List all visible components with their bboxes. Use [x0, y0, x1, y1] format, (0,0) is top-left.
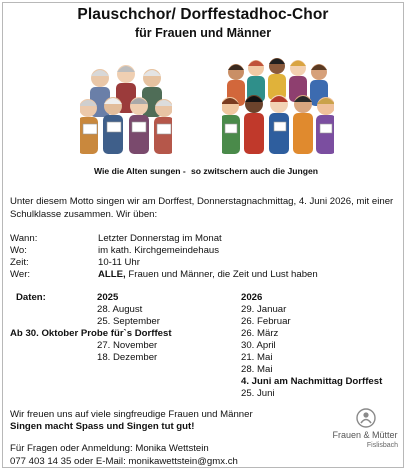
date-2026-5: 21. Mai: [241, 352, 273, 363]
date-2025-2: 25. September: [97, 316, 160, 327]
footer-phone-email: 077 403 14 35 oder E-Mail: monikawettstein@gmx.ch: [10, 456, 238, 467]
zeit-value: 10-11 Uhr: [98, 257, 140, 268]
date-2025-1: 28. August: [97, 304, 143, 315]
organization-logo: [330, 408, 400, 456]
october-note: Ab 30. Oktober Probe für`s Dorffest: [10, 328, 172, 339]
wer-value: [98, 269, 318, 281]
date-2026-6: 28. Mai: [241, 364, 273, 375]
caption-left: Wie die Alten sungen -: [94, 166, 186, 176]
footer-slogan: Singen macht Spass und Singen tut gut!: [10, 421, 195, 432]
date-2026-3: 26. März: [241, 328, 279, 339]
dorffest-highlight: 4. Juni am Nachmittag Dorffest: [241, 376, 383, 387]
footer-contact: Für Fragen oder Anmeldung: Monika Wettstein: [10, 443, 209, 454]
date-2026-4: 30. April: [241, 340, 276, 351]
intro-text: Unter diesem Motto singen wir am Dorffest, Donnerstagnachmittag, 4. Juni 2026, mit einer Schulklasse zusammen. Wir üben:: [10, 196, 394, 220]
wer-value-bold: ALLE,: [98, 269, 126, 280]
wo-label: Wo:: [10, 245, 27, 256]
caption-right: so zwitschern auch die Jungen: [191, 166, 319, 176]
logo-place: Fislisbach: [366, 442, 398, 449]
wer-label: Wer:: [10, 269, 31, 280]
date-2026-2: 26. Februar: [241, 316, 291, 327]
year-2025: 2025: [97, 292, 119, 303]
elderly-choir-illustration: [80, 56, 172, 154]
wann-value: Letzter Donnerstag im Monat: [98, 233, 222, 244]
page-subtitle: für Frauen und Männer: [134, 26, 272, 40]
date-2026-7: 25. Juni: [241, 388, 275, 399]
footer-invite: Wir freuen uns auf viele singfreudige Frauen und Männer: [10, 409, 253, 420]
logo-name: Frauen & Mütter: [332, 430, 398, 440]
wer-value-rest: Frauen und Männer, die Zeit und Lust haben: [125, 269, 318, 280]
zeit-label: Zeit:: [10, 257, 29, 268]
date-2025-3: 27. November: [97, 340, 158, 351]
date-2026-1: 29. Januar: [241, 304, 287, 315]
wann-label: Wann:: [10, 233, 38, 244]
date-2025-4: 18. Dezember: [97, 352, 158, 363]
young-choir-illustration: [222, 54, 334, 154]
frauen-muetter-logo-icon: [356, 408, 376, 428]
page-title: Plauschchor/ Dorffestadhoc-Chor: [77, 6, 329, 23]
year-2026: 2026: [241, 292, 263, 303]
dates-label: Daten:: [16, 292, 46, 303]
wo-value: im kath. Kirchgemeindehaus: [98, 245, 220, 256]
